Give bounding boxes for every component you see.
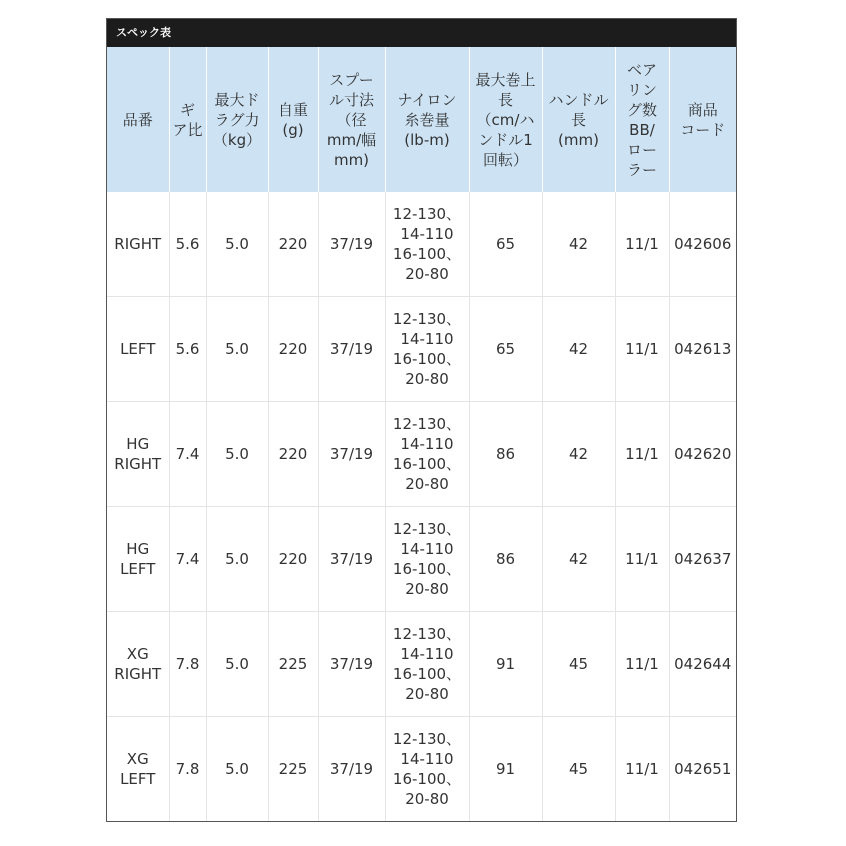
column-header-text: 回転） bbox=[482, 150, 528, 169]
column-header-text: ハンドル bbox=[548, 90, 609, 109]
column-header-text: ル寸法 bbox=[328, 90, 374, 109]
cell-product-number bbox=[107, 297, 169, 402]
cell-spool-size: 37/19 bbox=[318, 192, 385, 297]
cell-product-code: 042613 bbox=[669, 297, 736, 402]
cell-nylon-capacity-line: 16-100、 bbox=[392, 770, 462, 788]
cell-gear-ratio: 7.8 bbox=[169, 612, 206, 717]
column-header-text: ラー bbox=[626, 160, 657, 179]
column-header-bearings bbox=[615, 47, 669, 192]
cell-nylon-capacity bbox=[385, 192, 469, 297]
column-header-text: 品番 bbox=[122, 110, 153, 129]
column-header-text: 長 bbox=[570, 110, 586, 129]
cell-spool-size: 37/19 bbox=[318, 717, 385, 822]
cell-bearings: 11/1 bbox=[615, 507, 669, 612]
column-header-text: 長 bbox=[497, 90, 513, 109]
cell-nylon-capacity-line: 12-130、 bbox=[392, 415, 462, 433]
cell-bearings: 11/1 bbox=[615, 402, 669, 507]
table-row bbox=[107, 612, 736, 717]
column-header-text: ア比 bbox=[172, 120, 203, 139]
table-row bbox=[107, 192, 736, 297]
cell-nylon-capacity bbox=[385, 717, 469, 822]
table-body bbox=[107, 192, 736, 821]
cell-nylon-capacity-line: 16-100、 bbox=[392, 560, 462, 578]
cell-nylon-capacity-line: 16-100、 bbox=[392, 350, 462, 368]
cell-handle-length: 45 bbox=[542, 717, 615, 822]
cell-nylon-capacity-line: 14-110 bbox=[400, 645, 454, 663]
column-header-text: mm/幅 bbox=[326, 130, 377, 149]
cell-max-drag: 5.0 bbox=[206, 297, 268, 402]
cell-product-number-line: RIGHT bbox=[114, 235, 162, 253]
column-header-text: BB/ bbox=[629, 120, 655, 139]
column-header-text: （cm/ハ bbox=[476, 110, 535, 129]
cell-product-number-line: XG bbox=[126, 750, 149, 768]
cell-nylon-capacity-line: 14-110 bbox=[400, 330, 454, 348]
cell-nylon-capacity-line: 16-100、 bbox=[392, 665, 462, 683]
cell-max-retrieve: 86 bbox=[469, 402, 542, 507]
cell-nylon-capacity-line: 20-80 bbox=[405, 370, 449, 388]
column-header-text: mm) bbox=[333, 150, 370, 169]
cell-weight: 225 bbox=[268, 717, 318, 822]
table-row bbox=[107, 297, 736, 402]
cell-weight: 220 bbox=[268, 192, 318, 297]
cell-product-number bbox=[107, 192, 169, 297]
cell-product-code: 042637 bbox=[669, 507, 736, 612]
cell-handle-length: 42 bbox=[542, 297, 615, 402]
cell-nylon-capacity-line: 12-130、 bbox=[392, 205, 462, 223]
cell-nylon-capacity-line: 16-100、 bbox=[392, 245, 462, 263]
cell-nylon-capacity-line: 14-110 bbox=[400, 435, 454, 453]
cell-nylon-capacity-line: 20-80 bbox=[405, 265, 449, 283]
cell-product-code: 042606 bbox=[669, 192, 736, 297]
cell-product-number bbox=[107, 612, 169, 717]
cell-max-drag: 5.0 bbox=[206, 507, 268, 612]
column-header-weight bbox=[268, 47, 318, 192]
cell-nylon-capacity-line: 14-110 bbox=[400, 540, 454, 558]
cell-nylon-capacity bbox=[385, 507, 469, 612]
cell-nylon-capacity-line: 12-130、 bbox=[392, 520, 462, 538]
column-header-text: 糸巻量 bbox=[404, 110, 450, 129]
column-header-text: ナイロン bbox=[397, 90, 457, 109]
column-header-text: グ数 bbox=[626, 100, 657, 119]
cell-gear-ratio: 7.4 bbox=[169, 507, 206, 612]
cell-bearings: 11/1 bbox=[615, 192, 669, 297]
column-header-text: リン bbox=[626, 80, 657, 99]
cell-product-number-line: RIGHT bbox=[114, 665, 162, 683]
column-header-nylon-capacity bbox=[385, 47, 469, 192]
cell-nylon-capacity bbox=[385, 402, 469, 507]
cell-max-retrieve: 65 bbox=[469, 297, 542, 402]
cell-product-number bbox=[107, 717, 169, 822]
column-header-text: ベア bbox=[626, 60, 657, 79]
cell-gear-ratio: 7.8 bbox=[169, 717, 206, 822]
cell-product-number-line: XG bbox=[126, 645, 149, 663]
column-header-text: （径 bbox=[336, 110, 367, 129]
column-header-max-retrieve bbox=[469, 47, 542, 192]
cell-max-drag: 5.0 bbox=[206, 402, 268, 507]
column-header-spool-size bbox=[318, 47, 385, 192]
cell-nylon-capacity-line: 16-100、 bbox=[392, 455, 462, 473]
cell-gear-ratio: 5.6 bbox=[169, 297, 206, 402]
column-header-text: (g) bbox=[282, 120, 304, 139]
table-row bbox=[107, 507, 736, 612]
cell-weight: 220 bbox=[268, 507, 318, 612]
column-header-product-code bbox=[669, 47, 736, 192]
cell-nylon-capacity-line: 14-110 bbox=[400, 225, 454, 243]
column-header-text: 最大巻上 bbox=[475, 70, 536, 89]
cell-nylon-capacity-line: 20-80 bbox=[405, 790, 449, 808]
cell-nylon-capacity-line: 12-130、 bbox=[392, 625, 462, 643]
cell-gear-ratio: 7.4 bbox=[169, 402, 206, 507]
column-header-text: (lb-m) bbox=[404, 130, 450, 149]
column-header-text: ンドル1 bbox=[478, 130, 533, 149]
cell-handle-length: 42 bbox=[542, 402, 615, 507]
cell-handle-length: 45 bbox=[542, 612, 615, 717]
cell-product-number-line: HG bbox=[126, 540, 150, 558]
cell-nylon-capacity-line: 20-80 bbox=[405, 475, 449, 493]
cell-product-number bbox=[107, 402, 169, 507]
cell-product-number-line: LEFT bbox=[120, 560, 156, 578]
spec-table-panel bbox=[106, 18, 737, 822]
cell-product-number-line: HG bbox=[126, 435, 150, 453]
cell-product-number-line: RIGHT bbox=[114, 455, 162, 473]
column-header-text: (mm) bbox=[558, 130, 599, 149]
column-header-text: （kg） bbox=[212, 130, 262, 149]
column-header-text: ラグ力 bbox=[214, 110, 260, 129]
cell-weight: 220 bbox=[268, 402, 318, 507]
spec-table bbox=[107, 47, 736, 821]
column-header-product-number bbox=[107, 47, 169, 192]
cell-nylon-capacity bbox=[385, 297, 469, 402]
cell-product-number-line: LEFT bbox=[120, 770, 156, 788]
cell-product-number bbox=[107, 507, 169, 612]
column-header-text: ロー bbox=[626, 140, 657, 159]
cell-max-drag: 5.0 bbox=[206, 717, 268, 822]
cell-weight: 225 bbox=[268, 612, 318, 717]
cell-product-number-line: LEFT bbox=[120, 340, 156, 358]
column-header-handle-length bbox=[542, 47, 615, 192]
cell-product-code: 042644 bbox=[669, 612, 736, 717]
cell-spool-size: 37/19 bbox=[318, 297, 385, 402]
column-header-text: 自重 bbox=[277, 100, 308, 119]
cell-product-code: 042620 bbox=[669, 402, 736, 507]
column-header-text: 商品 bbox=[687, 100, 718, 119]
cell-handle-length: 42 bbox=[542, 192, 615, 297]
cell-nylon-capacity-line: 20-80 bbox=[405, 685, 449, 703]
cell-spool-size: 37/19 bbox=[318, 507, 385, 612]
cell-max-drag: 5.0 bbox=[206, 612, 268, 717]
column-header-gear-ratio bbox=[169, 47, 206, 192]
cell-max-retrieve: 86 bbox=[469, 507, 542, 612]
column-header-max-drag bbox=[206, 47, 268, 192]
cell-bearings: 11/1 bbox=[615, 717, 669, 822]
table-header-row bbox=[107, 47, 736, 192]
cell-nylon-capacity bbox=[385, 612, 469, 717]
column-header-text: スプー bbox=[329, 70, 374, 89]
column-header-text: ギ bbox=[179, 100, 195, 119]
cell-handle-length: 42 bbox=[542, 507, 615, 612]
cell-spool-size: 37/19 bbox=[318, 402, 385, 507]
cell-nylon-capacity-line: 20-80 bbox=[405, 580, 449, 598]
cell-spool-size: 37/19 bbox=[318, 612, 385, 717]
column-header-text: コード bbox=[680, 120, 726, 139]
cell-product-code: 042651 bbox=[669, 717, 736, 822]
column-header-text: 最大ド bbox=[214, 90, 260, 109]
cell-nylon-capacity-line: 14-110 bbox=[400, 750, 454, 768]
cell-nylon-capacity-line: 12-130、 bbox=[392, 730, 462, 748]
table-row bbox=[107, 717, 736, 822]
cell-nylon-capacity-line: 12-130、 bbox=[392, 310, 462, 328]
spec-table-title: スペック表 bbox=[107, 19, 736, 47]
table-row bbox=[107, 402, 736, 507]
cell-max-retrieve: 91 bbox=[469, 612, 542, 717]
cell-bearings: 11/1 bbox=[615, 612, 669, 717]
cell-max-retrieve: 65 bbox=[469, 192, 542, 297]
cell-max-drag: 5.0 bbox=[206, 192, 268, 297]
cell-max-retrieve: 91 bbox=[469, 717, 542, 822]
cell-gear-ratio: 5.6 bbox=[169, 192, 206, 297]
cell-bearings: 11/1 bbox=[615, 297, 669, 402]
cell-weight: 220 bbox=[268, 297, 318, 402]
